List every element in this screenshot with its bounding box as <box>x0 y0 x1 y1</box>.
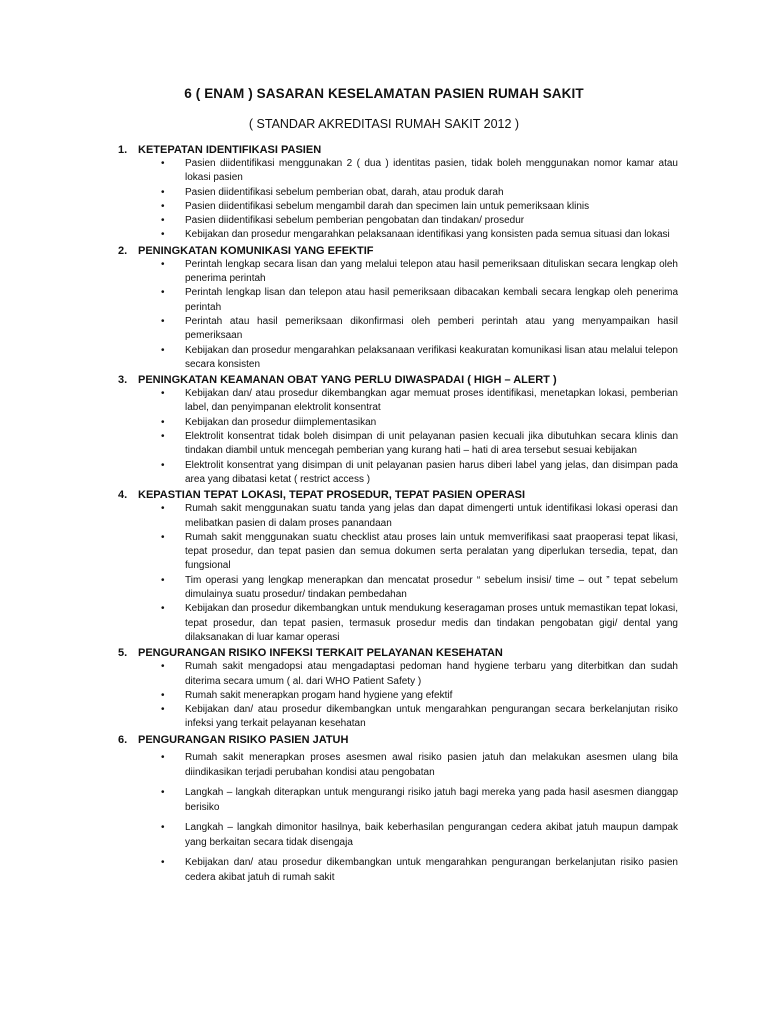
list-item: • Rumah sakit menerapkan proses asesmen awal risiko pasien jatuh dan melakukan asesmen ulang bila diindikasikan terjadi perubahan kondisi atau pengobatan <box>161 751 678 778</box>
list-item: • Langkah – langkah dimonitor hasilnya, baik keberhasilan pengurangan cedera akibat jatuh maupun dampak yang berkaitan secara tidak disengaja <box>161 821 678 848</box>
bullet-icon: • <box>161 531 165 543</box>
bullet-icon: • <box>161 315 165 327</box>
section-title: PENGURANGAN RISIKO PASIEN JATUH <box>138 733 349 746</box>
section-title: KETEPATAN IDENTIFIKASI PASIEN <box>138 144 322 156</box>
list-item: • Elektrolit konsentrat tidak boleh disimpan di unit pelayanan pasien kecuali jika dibutuhkan secara klinis dan tindakan diambil untuk mencegah pemberian yang kurang hati – hati di area tersebut sesuai kebijakan <box>161 431 678 457</box>
bullet-icon: • <box>161 603 165 615</box>
document-subtitle: ( STANDAR AKREDITASI RUMAH SAKIT 2012 ) <box>248 117 520 131</box>
bullet-icon: • <box>161 200 165 212</box>
section-heading <box>118 143 678 157</box>
list-item: • Langkah – langkah diterapkan untuk mengurangi risiko jatuh bagi mereka yang pada hasil asesmen dianggap berisiko <box>161 786 678 813</box>
section-surgery-safety <box>118 488 678 645</box>
bullet-icon: • <box>161 856 165 868</box>
list-item: • Perintah atau hasil pemeriksaan dikonfirmasi oleh pemberi perintah atau yang menyampaikan hasil pemeriksaan <box>161 315 678 342</box>
section-medication-safety <box>118 373 678 487</box>
bullet-list <box>118 502 678 645</box>
bullet-icon: • <box>161 287 165 299</box>
section-title: PENINGKATAN KOMUNIKASI YANG EFEKTIF <box>138 244 374 257</box>
list-item: • Kebijakan dan prosedur mengarahkan pelaksanaan verifikasi keakuratan komunikasi lisan atau melalui telepon secara konsisten <box>161 344 678 370</box>
list-item: • Pasien diidentifikasi sebelum pemberian pengobatan dan tindakan/ prosedur <box>118 214 678 228</box>
section-heading <box>118 244 678 258</box>
bullet-icon: • <box>161 186 165 198</box>
bullet-icon: • <box>161 459 165 471</box>
list-item: • Pasien diidentifikasi menggunakan 2 ( dua ) identitas pasien, tidak boleh menggunakan nomor kamar atau lokasi pasien <box>161 158 678 184</box>
bullet-icon: • <box>161 416 165 428</box>
section-heading <box>118 373 678 387</box>
section-title: PENINGKATAN KEAMANAN OBAT YANG PERLU DIWASPADAI ( HIGH – ALERT ) <box>138 374 557 387</box>
section-number: 4. <box>118 489 128 502</box>
list-item: • Kebijakan dan/ atau prosedur dikembangkan agar memuat proses identifikasi, menetapkan lokasi, pemberian label, dan penyimpanan elektrolit konsentrat <box>161 388 678 414</box>
list-item: • Rumah sakit menerapkan progam hand hygiene yang efektif <box>118 689 678 703</box>
document-title: 6 ( ENAM ) SASARAN KESELAMATAN PASIEN RUMAH SAKIT <box>184 86 584 101</box>
section-number: 2. <box>118 244 128 257</box>
bullet-icon: • <box>161 158 165 169</box>
bullet-icon: • <box>161 388 165 400</box>
section-number: 1. <box>118 144 128 156</box>
bullet-icon: • <box>161 661 165 673</box>
section-infection-risk <box>118 646 678 731</box>
section-title: KEPASTIAN TEPAT LOKASI, TEPAT PROSEDUR, TEPAT PASIEN OPERASI <box>138 489 526 502</box>
bullet-icon: • <box>161 229 165 241</box>
list-item: • Perintah lengkap lisan dan telepon atau hasil pemeriksaan dibacakan kembali secara lengkap oleh penerima perintah <box>161 287 678 313</box>
list-item: • Tim operasi yang lengkap menerapkan dan mencatat prosedur “ sebelum insisi/ time – out ” tepat sebelum dimulainya suatu prosedur/ tindakan pembedahan <box>161 574 678 601</box>
list-item: • Kebijakan dan prosedur diimplementasikan <box>118 416 678 430</box>
bullet-icon: • <box>161 751 165 763</box>
document-body <box>118 142 678 890</box>
list-item: • Perintah lengkap secara lisan dan yang melalui telepon atau hasil pemeriksaan dituliskan secara lengkap oleh penerima perintah <box>161 258 678 285</box>
section-heading <box>118 733 678 747</box>
section-identification <box>118 143 678 243</box>
section-title: PENGURANGAN RISIKO INFEKSI TERKAIT PELAYANAN KESEHATAN <box>138 647 503 660</box>
list-item: • Elektrolit konsentrat yang disimpan di unit pelayanan pasien harus diberi label yang jelas, dan disimpan pada area yang dibatasi ketat ( restrict access ) <box>161 459 678 485</box>
list-item: • Rumah sakit menggunakan suatu checklist atau proses lain untuk memverifikasi saat praoperasi tepat likasi, tepat prosedur, dan tepat pasien dan semua dokumen serta peralatan yang diperlukan tersedia, tepat, dan fungsional <box>161 531 678 572</box>
bullet-list <box>118 258 678 372</box>
bullet-icon: • <box>161 431 165 443</box>
list-item: • Pasien diidentifikasi sebelum pemberian obat, darah, atau produk darah <box>118 186 678 200</box>
bullet-icon: • <box>161 215 165 227</box>
bullet-list <box>118 387 678 487</box>
section-communication <box>118 244 678 372</box>
section-heading <box>118 488 678 502</box>
bullet-list <box>118 750 678 885</box>
bullet-list <box>118 157 678 243</box>
bullet-icon: • <box>161 574 165 586</box>
bullet-icon: • <box>161 689 165 701</box>
list-item: • Kebijakan dan/ atau prosedur dikembangkan untuk mengarahkan pengurangan berkelanjutan risiko pasien cedera akibat jatuh di rumah sakit <box>161 856 678 883</box>
section-number: 3. <box>118 374 128 387</box>
bullet-icon: • <box>161 503 165 515</box>
list-item: • Kebijakan dan prosedur mengarahkan pelaksanaan identifikasi yang konsisten pada semua situasi dan lokasi <box>118 228 678 242</box>
list-item: • Rumah sakit mengadopsi atau mengadaptasi pedoman hand hygiene terbaru yang diterbitkan dan sudah diterima secara umum ( al. dari WHO Patient Safety ) <box>161 661 678 687</box>
list-item: • Kebijakan dan prosedur dikembangkan untuk mendukung keseragaman proses untuk memastikan tepat lokasi, tepat prosedur, dan tepat pasien, termasuk prosedur medis dan tindakan pengobatan gigi/ dental yang dilaksanakan di luar kamar operasi <box>161 603 678 643</box>
section-number: 5. <box>118 647 128 660</box>
bullet-icon: • <box>161 786 165 798</box>
bullet-icon: • <box>161 821 165 833</box>
bullet-list <box>118 660 678 731</box>
bullet-icon: • <box>161 258 165 270</box>
list-item: • Kebijakan dan/ atau prosedur dikembangkan untuk mengarahkan pengurangan secara berkelanjutan risiko infeksi yang terkait pelayanan kesehatan <box>161 704 678 730</box>
section-number: 6. <box>118 733 128 746</box>
list-item: • Rumah sakit menggunakan suatu tanda yang jelas dan dapat dimengerti untuk identifikasi lokasi operasi dan melibatkan pasien di dalam proses panandaan <box>161 503 678 529</box>
section-heading <box>118 646 678 660</box>
bullet-icon: • <box>161 344 165 356</box>
list-item: • Pasien diidentifikasi sebelum mengambil darah dan specimen lain untuk pemeriksaan klinis <box>118 200 678 214</box>
section-fall-risk <box>118 733 678 885</box>
bullet-icon: • <box>161 704 165 716</box>
